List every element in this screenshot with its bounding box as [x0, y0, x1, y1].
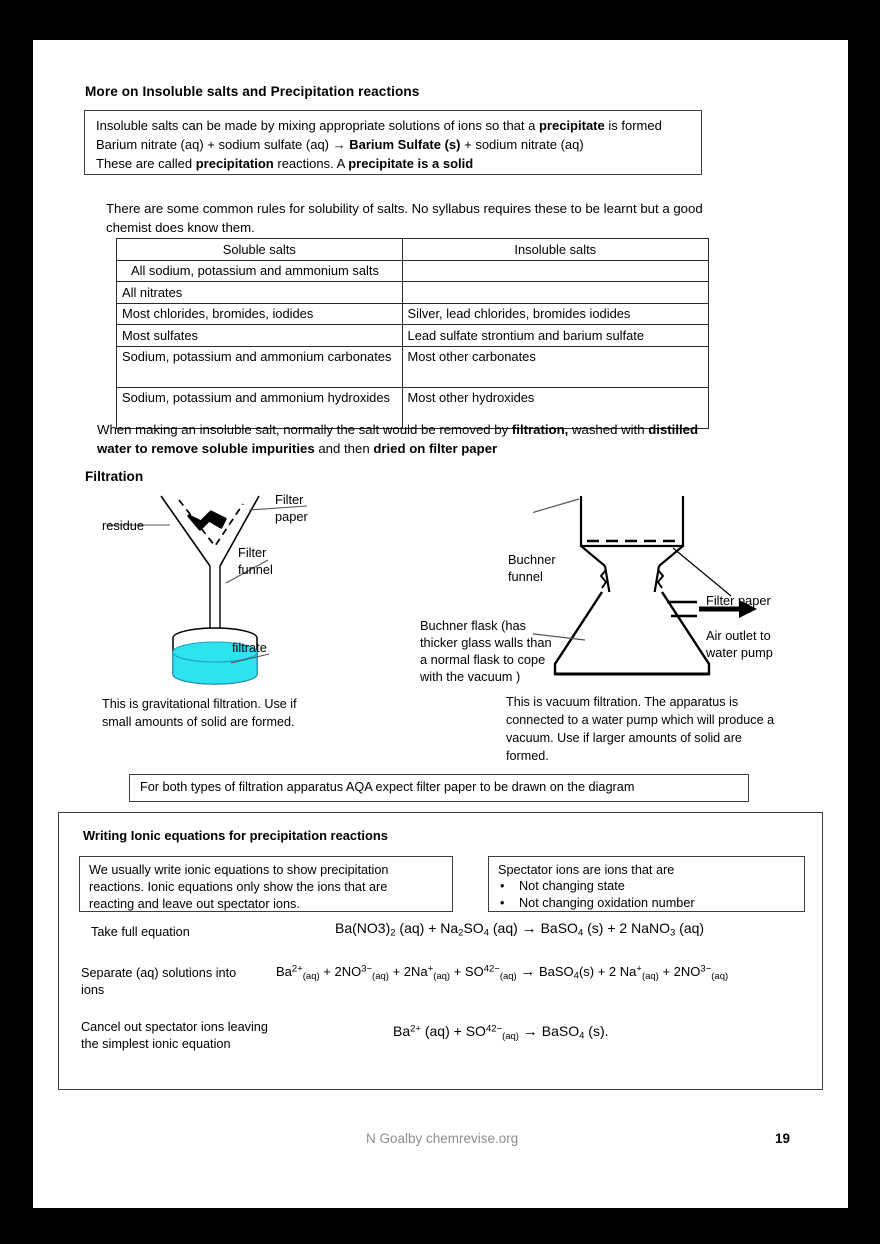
footer-page-number: 19	[775, 1131, 791, 1146]
aqa-note-box	[129, 774, 749, 802]
cell-insoluble: Most other carbonates	[402, 346, 708, 387]
filtration-par-b1: filtration,	[511, 422, 569, 437]
filtration-par-b2: distilled water to remove soluble impurities	[97, 422, 699, 456]
buchner-funnel-right	[659, 496, 683, 566]
caption-vacuum-filtration: This is vacuum filtration. The apparatus is connected to a water pump which will produce a vacuum. Use if larger amounts of solid are formed.	[506, 695, 775, 763]
label-buchner-flask-line4: with the vacuum )	[420, 669, 521, 684]
cell-soluble: All nitrates	[117, 282, 403, 304]
table-row	[117, 346, 709, 387]
leader-filter-paper-right	[673, 548, 731, 596]
label-filter-funnel-line1: Filter	[238, 545, 267, 560]
solubility-table	[116, 238, 709, 429]
spectator-bullet-1: Not changing state	[519, 879, 625, 893]
caption-gravitational-filtration: This is gravitational filtration. Use if small amounts of solid are formed.	[102, 697, 297, 729]
ionic-panel-title: Writing Ionic equations for precipitation reactions	[83, 828, 388, 843]
table-row	[117, 282, 709, 304]
table-header-insoluble: Insoluble salts	[402, 239, 708, 261]
step-label-3-line2: the simplest ionic equation	[81, 1037, 231, 1051]
label-filter-paper-line2: paper	[275, 509, 308, 524]
intro-line-1-post: is formed	[604, 118, 662, 133]
intro-line-3-pre: These are called	[96, 156, 196, 171]
intro-callout-box	[84, 110, 702, 175]
intro-line-1	[96, 118, 662, 134]
spectator-heading: Spectator ions are ions that are	[498, 863, 675, 877]
spectator-bullet-2: Not changing oxidation number	[519, 896, 695, 910]
label-buchner-flask-line3: a normal flask to cope	[420, 652, 546, 667]
cell-soluble: Sodium, potassium and ammonium hydroxides	[117, 387, 403, 428]
intro-line-3	[96, 156, 473, 172]
intro-line-3-post: reactions. A	[273, 156, 349, 171]
table-header-row	[117, 239, 709, 261]
label-buchner-flask-line2: thicker glass walls than	[420, 635, 552, 650]
cell-insoluble: Lead sulfate strontium and barium sulfate	[402, 325, 708, 347]
filtration-par-p3: and then	[314, 440, 374, 456]
table-row	[117, 325, 709, 347]
intro-line-1-bold: precipitate	[538, 118, 605, 133]
equation-simplest-ionic: $Ba^{2+}$ $(aq) + SO^{42-}_{(aq)}$ → BaSO$_4$ (s).	[393, 1023, 609, 1042]
buchner-funnel-left	[581, 496, 605, 566]
filtration-heading: Filtration	[85, 469, 144, 484]
step-label-2-line1: Separate (aq) solutions into	[81, 966, 237, 980]
residue-solid	[189, 512, 225, 529]
label-filter-paper-right: Filter paper	[706, 593, 771, 608]
step-label-3-line1: Cancel out spectator ions leaving	[81, 1020, 268, 1034]
table-row	[117, 303, 709, 325]
ionic-explanation-box	[79, 856, 453, 912]
ionic-explanation-line-3: reacting and leave out spectator ions.	[89, 897, 300, 911]
cell-insoluble	[402, 282, 708, 304]
bullet-dot-2: •	[500, 896, 505, 910]
solubility-intro-paragraph: There are some common rules for solubility of salts. No syllabus requires these to be learnt but a good chemist does know them.	[106, 201, 703, 235]
filtration-par-p2: washed with	[568, 422, 649, 437]
step-label-2-line2: ions	[81, 983, 105, 997]
intro-line-2-bold: Barium Sulfate (s)	[349, 137, 461, 152]
cell-insoluble: Silver, lead chlorides, bromides iodides	[402, 303, 708, 325]
cell-soluble: Sodium, potassium and ammonium carbonates	[117, 346, 403, 387]
cell-insoluble: Most other hydroxides	[402, 387, 708, 428]
label-buchner-flask-line1: Buchner flask (has	[420, 618, 526, 633]
label-buchner-funnel-line2: funnel	[508, 569, 543, 584]
footer-author: N Goalby chemrevise.org	[366, 1131, 519, 1146]
cell-insoluble	[402, 260, 708, 282]
spectator-ions-box	[488, 856, 805, 912]
label-buchner-funnel-line1: Buchner	[508, 552, 556, 567]
document-page	[33, 40, 848, 1208]
intro-line-2	[96, 137, 584, 153]
label-filtrate: filtrate	[232, 640, 267, 655]
intro-line-2-post: + sodium nitrate (aq)	[460, 137, 584, 152]
aqa-note-text: For both types of filtration apparatus AQA expect filter paper to be drawn on the diagram	[140, 780, 635, 794]
label-air-outlet-line1: Air outlet to	[706, 628, 771, 643]
step-label-1: Take full equation	[91, 925, 190, 939]
equation-full: $Ba(NO3)_2$ $(aq) + Na_2SO_4$ (aq) → BaSO$_4$ (s) + 2 NaNO$_3$ (aq)	[335, 920, 705, 939]
label-filter-paper-line1: Filter	[275, 492, 304, 507]
cell-soluble: Most sulfates	[117, 325, 403, 347]
filtration-par-p1: When making an insoluble salt, normally the salt would be removed by	[97, 422, 512, 437]
ionic-explanation-line-1: We usually write ionic equations to show precipitation	[89, 863, 389, 877]
ionic-explanation-line-2: reactions. Ionic equations only show the ions that are	[89, 880, 388, 894]
buchner-flask-body	[555, 592, 709, 674]
label-air-outlet-line2: water pump	[706, 645, 773, 660]
intro-line-3-bold2: precipitate is a solid	[348, 156, 474, 171]
label-residue: residue	[102, 518, 144, 533]
filtration-paragraph	[97, 421, 722, 458]
label-filter-funnel-line2: funnel	[238, 562, 273, 577]
filtration-par-b3: dried on filter paper	[373, 440, 498, 456]
equation-separated-ions: $Ba^{2+}_{(aq)} + 2NO^{3-}_{(aq)} + 2Na^+_{(aq)} + SO^{42-}_{(aq)}$ → BaSO$_4$(s) + 2 $Na^+_{(aq)} + 2NO^{3-}_{(aq)}$	[276, 963, 729, 982]
intro-line-1-pre: Insoluble salts can be made by mixing appropriate solutions of ions so that a	[96, 118, 539, 133]
cell-soluble: Most chlorides, bromides, iodides	[117, 303, 403, 325]
intro-line-2-pre: Barium nitrate (aq) + sodium sulfate (aq) →	[96, 137, 350, 152]
table-header-soluble: Soluble salts	[117, 239, 403, 261]
table-row	[117, 260, 709, 282]
leader-buchner-funnel	[533, 499, 579, 516]
gravitational-filtration-diagram	[53, 488, 363, 688]
page-title: More on Insoluble salts and Precipitation reactions	[85, 84, 420, 99]
bullet-dot-1: •	[500, 879, 505, 893]
intro-line-3-bold: precipitation	[195, 156, 274, 171]
cell-soluble: All sodium, potassium and ammonium salts	[117, 260, 403, 282]
